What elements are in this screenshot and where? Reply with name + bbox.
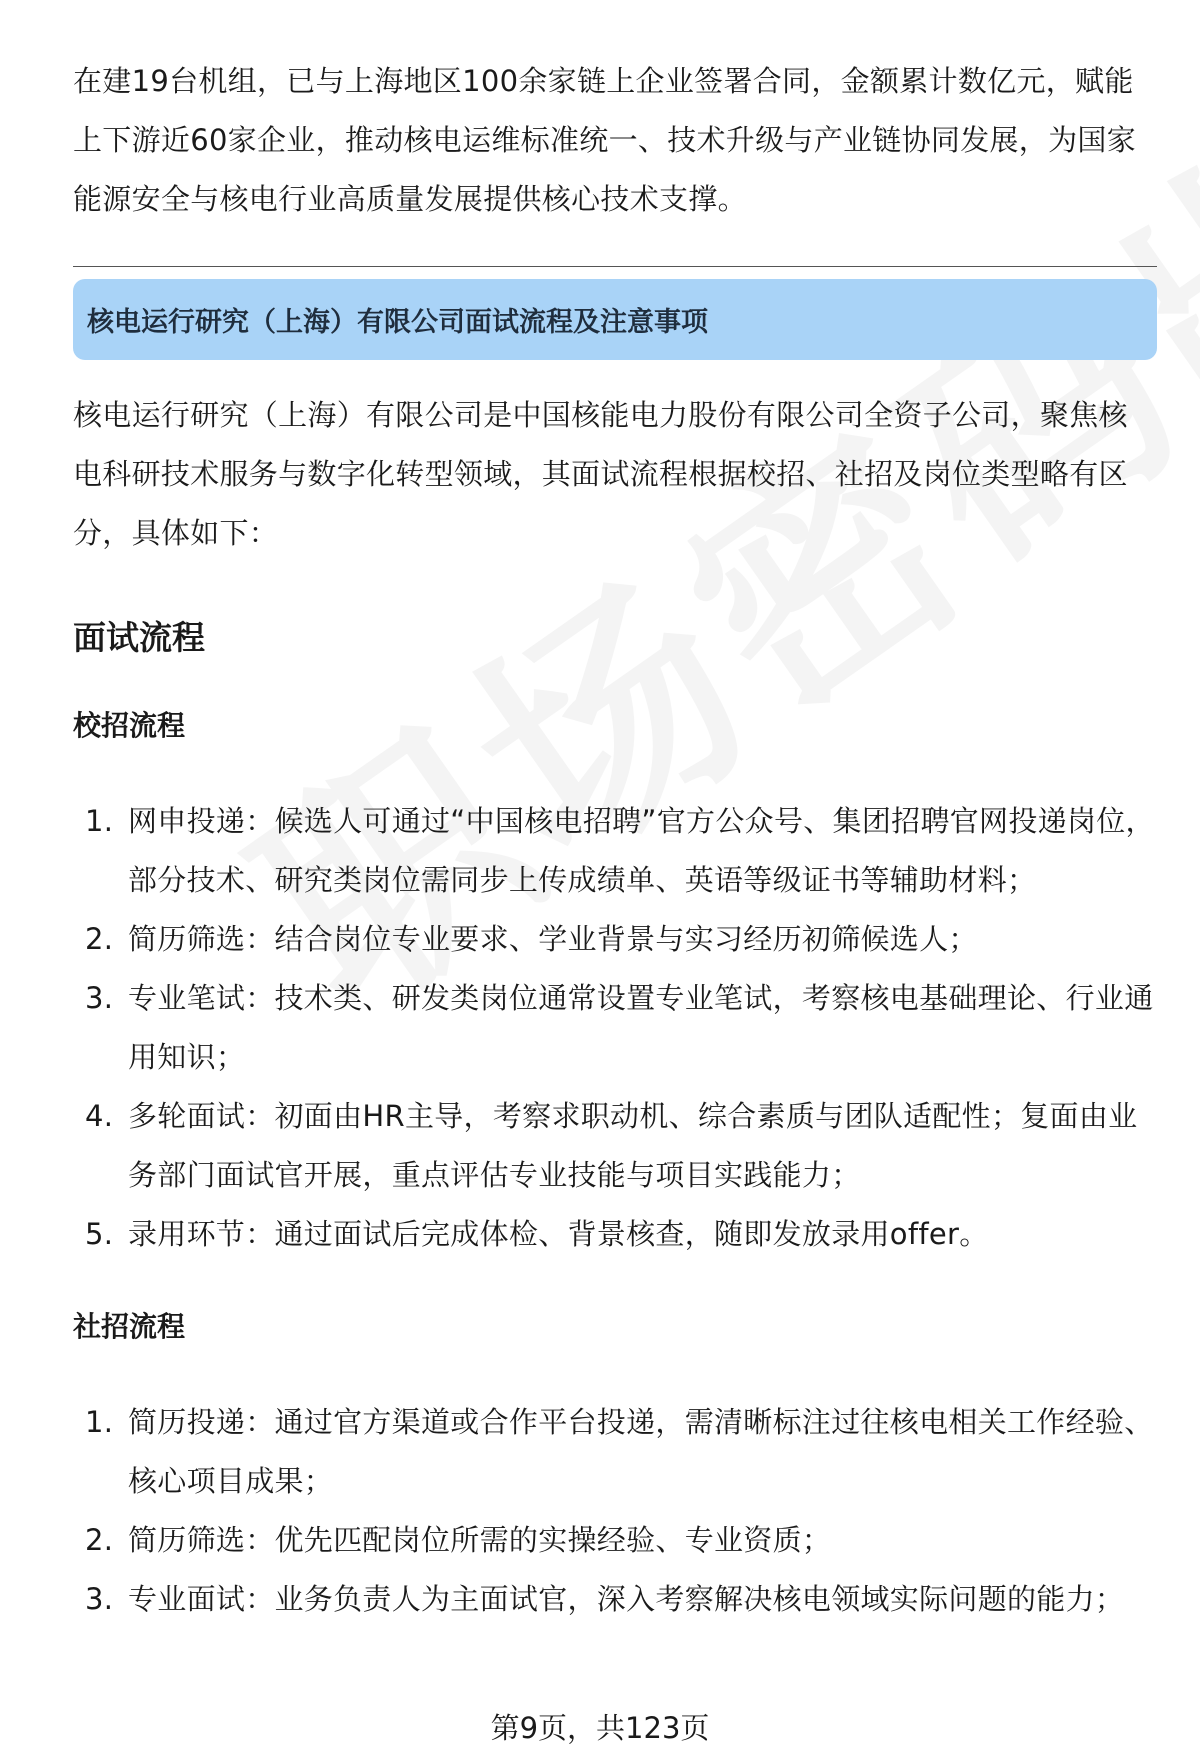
- list-item: [73, 969, 1157, 1087]
- list-item-number: 4.: [85, 1099, 114, 1133]
- list-item: [73, 1393, 1157, 1511]
- list-item: [73, 1087, 1157, 1205]
- list-item-number: 1.: [85, 1405, 114, 1439]
- list-item-text: 专业笔试：技术类、研发类岗位通常设置专业笔试，考察核电基础理论、行业通用知识；: [128, 981, 1154, 1074]
- list-item-text: 录用环节：通过面试后完成体检、背景核查，随即发放录用offer。: [128, 1217, 989, 1251]
- banner-title: 核电运行研究（上海）有限公司面试流程及注意事项: [87, 307, 708, 338]
- page-footer: [0, 1708, 1200, 1748]
- document-content: [73, 52, 1157, 1629]
- section-divider: [73, 266, 1157, 267]
- list-item-number: 3.: [85, 981, 114, 1015]
- intro-paragraph: 在建19台机组，已与上海地区100余家链上企业签署合同，金额累计数亿元，赋能上下游近60家企业，推动核电运维标准统一、技术升级与产业链协同发展，为国家能源安全与核电行业高质量发展提供核心技术支撑。: [73, 64, 1137, 216]
- list-item-text: 多轮面试：初面由HR主导，考察求职动机、综合素质与团队适配性；复面由业务部门面试官开展，重点评估专业技能与项目实践能力；: [128, 1099, 1138, 1192]
- section-title: 面试流程: [73, 618, 205, 657]
- list-item-text: 简历投递：通过官方渠道或合作平台投递，需清晰标注过往核电相关工作经验、核心项目成果；: [128, 1405, 1154, 1498]
- campus-steps-list: [73, 792, 1157, 1264]
- list-item: [73, 910, 1157, 969]
- list-item-text: 网申投递：候选人可通过“中国核电招聘”官方公众号、集团招聘官网投递岗位，部分技术、研究类岗位需同步上传成绩单、英语等级证书等辅助材料；: [128, 804, 1155, 897]
- page-number: 第9页，共123页: [490, 1711, 710, 1745]
- campus-title: 校招流程: [73, 709, 186, 742]
- list-item: [73, 1205, 1157, 1264]
- section-banner: [73, 279, 1157, 360]
- list-item-text: 专业面试：业务负责人为主面试官，深入考察解决核电领域实际问题的能力；: [128, 1582, 1125, 1616]
- list-item-text: 简历筛选：结合岗位专业要求、学业背景与实习经历初筛候选人；: [128, 922, 978, 956]
- list-item-number: 3.: [85, 1582, 114, 1616]
- social-title: 社招流程: [73, 1310, 186, 1343]
- list-item-number: 2.: [85, 1523, 114, 1557]
- company-paragraph: 核电运行研究（上海）有限公司是中国核能电力股份有限公司全资子公司，聚焦核电科研技术服务与数字化转型领域，其面试流程根据校招、社招及岗位类型略有区分，具体如下：: [73, 398, 1128, 550]
- social-steps-list: [73, 1393, 1157, 1629]
- list-item-number: 2.: [85, 922, 114, 956]
- list-item: [73, 1511, 1157, 1570]
- list-item: [73, 1570, 1157, 1629]
- list-item-text: 简历筛选：优先匹配岗位所需的实操经验、专业资质；: [128, 1523, 832, 1557]
- list-item-number: 5.: [85, 1217, 114, 1251]
- list-item: [73, 792, 1157, 910]
- list-item-number: 1.: [85, 804, 114, 838]
